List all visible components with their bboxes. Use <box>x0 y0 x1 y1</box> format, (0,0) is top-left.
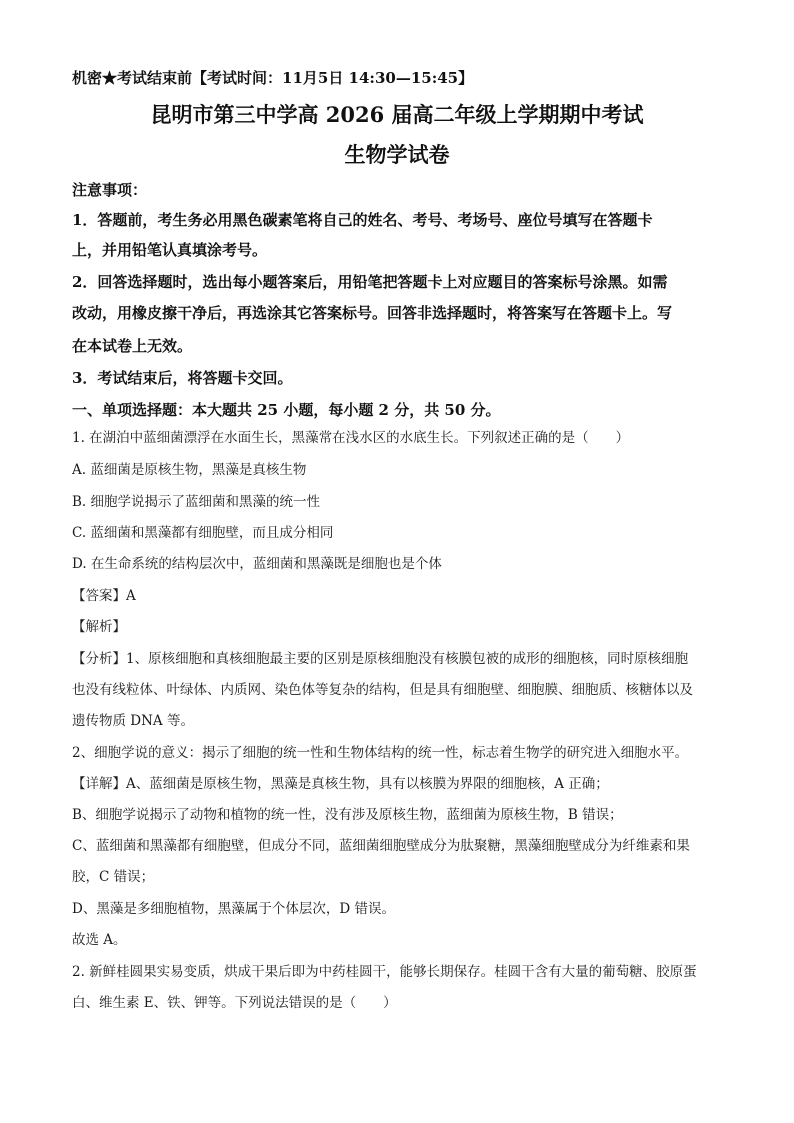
question-1-option-b: B. 细胞学说揭示了蓝细菌和黑藻的统一性 <box>72 494 321 510</box>
analysis-line: 【分析】1、原核细胞和真核细胞最主要的区别是原核细胞没有核膜包被的成形的细胞核，同时原核细胞 <box>72 651 689 667</box>
notice-line: 1．答题前，考生务必用黑色碳素笔将自己的姓名、考号、考场号、座位号填写在答题卡 <box>72 211 653 229</box>
notice-line: 在本试卷上无效。 <box>72 337 193 355</box>
analysis-line: 遗传物质 DNA 等。 <box>72 713 194 729</box>
analysis-label: 【解析】 <box>72 619 126 635</box>
analysis-line: D、黑藻是多细胞植物，黑藻属于个体层次，D 错误。 <box>72 901 395 917</box>
notice-line: 上，并用铅笔认真填涂考号。 <box>72 241 268 259</box>
notice-line: 2．回答选择题时，选出每小题答案后，用铅笔把答题卡上对应题目的答案标号涂黑。如需 <box>72 273 668 291</box>
answer-line: 【答案】A <box>72 588 136 604</box>
analysis-line: 也没有线粒体、叶绿体、内质网、染色体等复杂的结构，但是具有细胞壁、细胞膜、细胞质、核糖体以及 <box>72 682 693 698</box>
notice-line: 改动，用橡皮擦干净后，再选涂其它答案标号。回答非选择题时，将答案写在答题卡上。写 <box>72 304 673 322</box>
analysis-line: 故选 A。 <box>72 932 127 948</box>
exam-subtitle: 生物学试卷 <box>344 142 450 167</box>
confidential-header: 机密★考试结束前【考试时间：11月5日 14:30—15:45】 <box>72 69 474 87</box>
question-1-option-d: D. 在生命系统的结构层次中，蓝细菌和黑藻既是细胞也是个体 <box>72 556 442 572</box>
analysis-line: C、蓝细菌和黑藻都有细胞壁，但成分不同，蓝细菌细胞壁成分为肽聚糖，黑藻细胞壁成分为纤维素和果 <box>72 838 690 854</box>
question-1-option-c: C. 蓝细菌和黑藻都有细胞壁，而且成分相同 <box>72 525 334 541</box>
analysis-line: B、细胞学说揭示了动物和植物的统一性，没有涉及原核生物，蓝细菌为原核生物，B 错误； <box>72 807 623 823</box>
question-2-stem: 白、维生素 E、铁、钾等。下列说法错误的是（ ） <box>72 995 397 1011</box>
analysis-line: 胶，C 错误； <box>72 869 155 885</box>
question-1-option-a: A. 蓝细菌是原核生物，黑藻是真核生物 <box>72 462 307 478</box>
analysis-line: 2、细胞学说的意义：揭示了细胞的统一性和生物体结构的统一性，标志着生物学的研究进入细胞水平。 <box>72 745 689 761</box>
question-2-stem: 2. 新鲜桂圆果实易变质，烘成干果后即为中药桂圆干，能够长期保存。桂圆干含有大量的葡萄糖、胶原蛋 <box>72 964 697 980</box>
notice-heading: 注意事项： <box>72 181 148 199</box>
question-1-stem: 1. 在湖泊中蓝细菌漂浮在水面生长，黑藻常在浅水区的水底生长。下列叙述正确的是（ ） <box>72 430 630 446</box>
section-heading: 一、单项选择题：本大题共 25 小题，每小题 2 分，共 50 分。 <box>72 401 501 419</box>
exam-title: 昆明市第三中学高 2026 届高二年级上学期期中考试 <box>150 102 644 127</box>
analysis-line: 【详解】A、蓝细菌是原核生物，黑藻是真核生物，具有以核膜为界限的细胞核，A 正确； <box>72 776 609 792</box>
notice-line: 3．考试结束后，将答题卡交回。 <box>72 369 293 387</box>
